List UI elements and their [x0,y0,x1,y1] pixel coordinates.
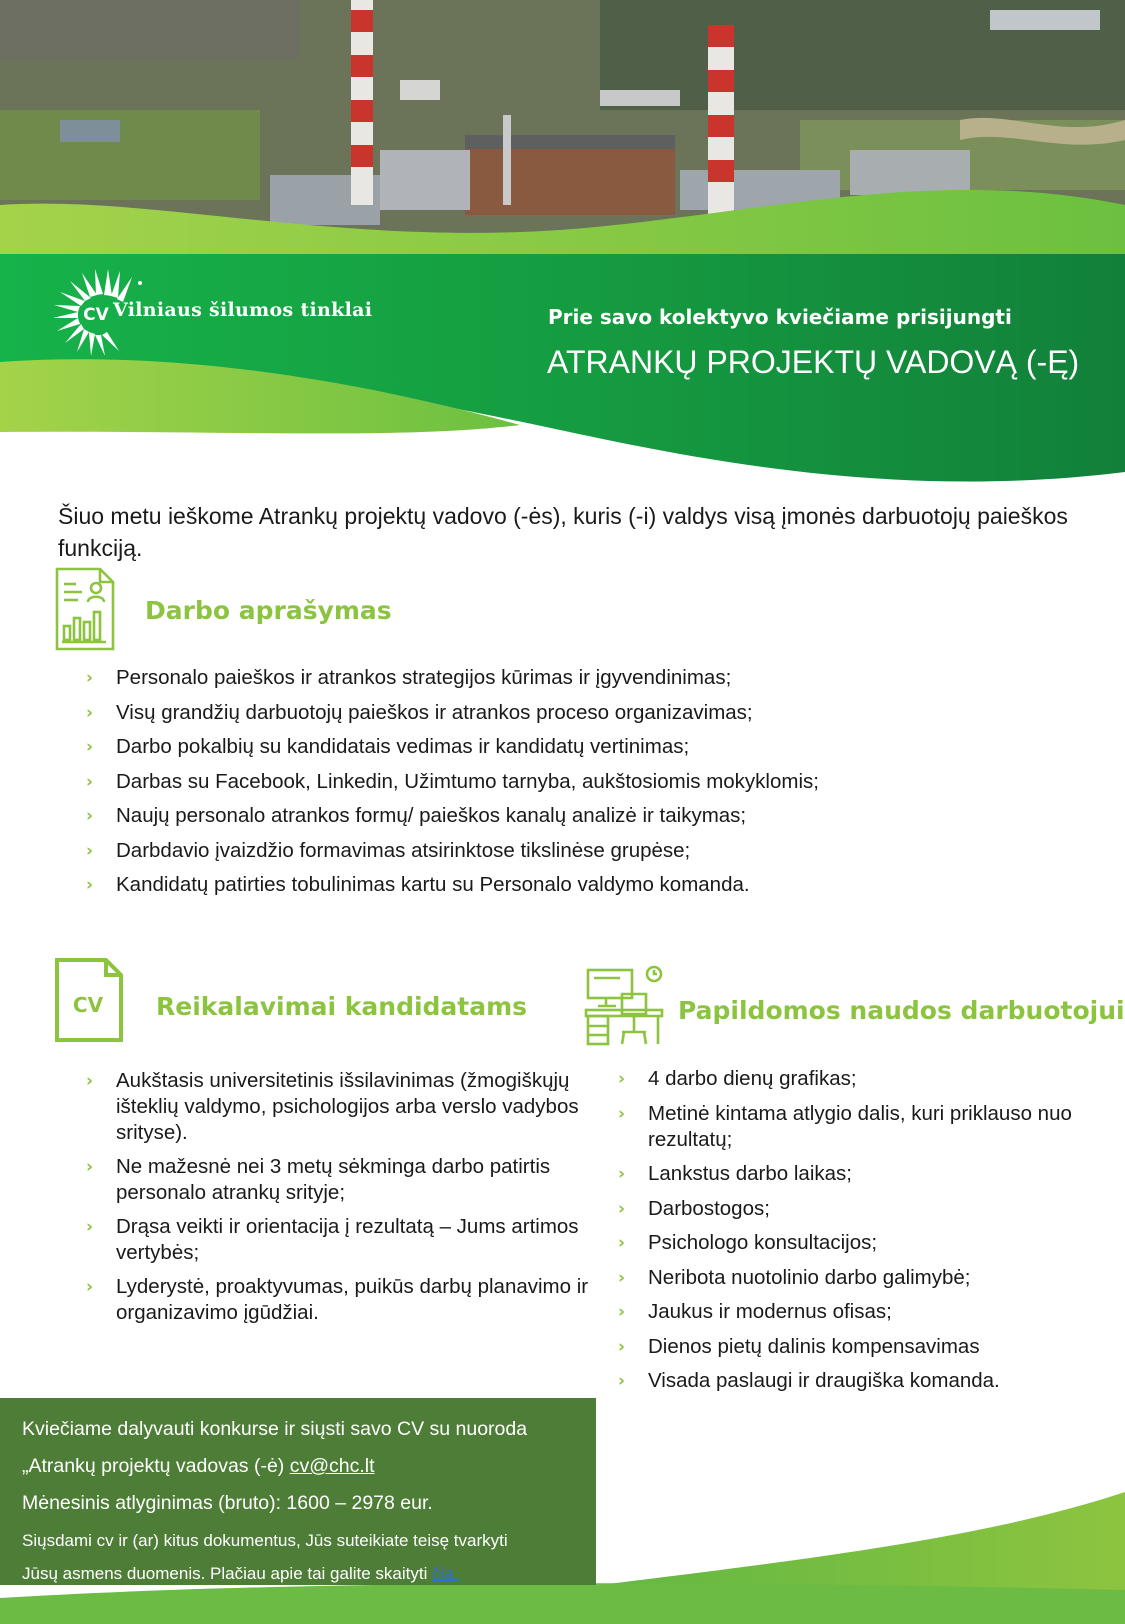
chevron-right-icon: › [618,1069,626,1089]
chevron-right-icon: › [618,1198,626,1219]
list-item: › Lyderystė, proaktyvumas, puikūs darbų planavimo ir organizavimo įgūdžiai. [86,1275,589,1324]
benefits-list [590,1066,1110,1403]
chevron-right-icon: › [618,1371,626,1391]
list-item: › Visada paslaugi ir draugiška komanda. [618,1369,1000,1392]
logo-cv-letters: CV [83,305,109,325]
chevron-right-icon: › [86,1277,94,1297]
chevron-right-icon: › [618,1164,626,1184]
list-item: › Lankstus darbo laikas; [618,1162,852,1185]
workplace-desk-icon [584,964,666,1046]
salary-line: Mėnesinis atlyginimas (bruto): 1600 – 2978 eur. [22,1492,433,1514]
chevron-right-icon: › [618,1336,626,1357]
chevron-right-icon: › [618,1302,626,1322]
list-item: › Aukštasis universitetinis išsilavinimas (žmogiškųjų išteklių valdymo, psichologijos arba verslo vadybos srityse). [86,1069,579,1144]
privacy-line-2: Jūsų asmens duomenis. Plačiau apie tai galite skaityti čia. [22,1564,459,1583]
list-item: › Kandidatų patirties tobulinimas kartu su Personalo valdymo komanda. [86,873,750,896]
description-list [58,665,1078,907]
email-link[interactable]: cv@chc.lt [289,1455,375,1477]
brand-name: Vilniaus šilumos tinklai [113,299,373,321]
privacy-line-1: Siųsdami cv ir (ar) kitus dokumentus, Jūs suteikiate teisę tvarkyti [22,1531,508,1550]
chevron-right-icon: › [86,702,94,723]
list-item: › Naujų personalo atrankos formų/ paieškos kanalų analizė ir taikymas; [86,804,747,827]
chevron-right-icon: › [86,771,94,792]
application-info-box [0,1398,596,1585]
green-wave-banner [0,0,1125,500]
chevron-right-icon: › [618,1233,626,1253]
chevron-right-icon: › [86,1157,94,1177]
privacy-link[interactable]: čia. [432,1564,459,1583]
chevron-right-icon: › [86,668,94,688]
list-item: › Ne mažesnė nei 3 metų sėkminga darbo patirtis personalo atrankų srityje; [86,1155,551,1204]
cta-line-2: „Atrankų projektų vadovas (-ė) cv@chc.lt [22,1455,375,1477]
list-item: › Jaukus ir modernus ofisas; [618,1300,892,1323]
section-title-requirements: Reikalavimai kandidatams [156,992,528,1021]
section-title-benefits: Papildomos naudos darbuotojui [678,996,1125,1025]
list-item: › 4 darbo dienų grafikas; [618,1067,857,1090]
list-item: › Darbostogos; [618,1196,770,1220]
requirements-list [58,1068,608,1334]
chevron-right-icon: › [86,737,94,757]
section-title-description: Darbo aprašymas [145,596,392,625]
chevron-right-icon: › [86,1217,94,1237]
chevron-right-icon: › [86,875,94,895]
cv-document-icon [54,957,124,1043]
invite-line: Prie savo kolektyvo kviečiame prisijungti [548,305,1012,329]
chevron-right-icon: › [86,840,94,861]
chevron-right-icon: › [618,1267,626,1288]
document-chart-icon [54,566,116,652]
chevron-right-icon: › [86,806,94,826]
intro-text: Šiuo metu ieškome Atrankų projektų vadovo (-ės), kuris (-i) valdys visą įmonės darbuotojų paieškos funkciją. [58,503,1068,561]
list-item: › Neribota nuotolinio darbo galimybė; [618,1265,971,1289]
chevron-right-icon: › [86,1071,94,1091]
list-item: › Darbo pokalbių su kandidatais vedimas ir kandidatų vertinimas; [86,735,690,758]
list-item: › Drąsa veikti ir orientacija į rezultatą – Jums artimos vertybės; [86,1215,579,1264]
list-item: › Dienos pietų dalinis kompensavimas [618,1334,980,1358]
list-item: › Psichologo konsultacijos; [618,1231,878,1254]
list-item: › Visų grandžių darbuotojų paieškos ir atrankos proceso organizavimas; [86,700,753,724]
list-item: › Darbdavio įvaizdžio formavimas atsirinktose tikslinėse grupėse; [86,838,691,862]
position-title: ATRANKŲ PROJEKTŲ VADOVĄ (-Ę) [547,344,1080,380]
chevron-right-icon: › [618,1103,626,1124]
list-item: › Darbas su Facebook, Linkedin, Užimtumo tarnyba, aukštosiomis mokyklomis; [86,769,819,793]
list-item: › Personalo paieškos ir atrankos strategijos kūrimas ir įgyvendinimas; [86,666,732,689]
cv-icon-label: CV [72,993,104,1017]
list-item: › Metinė kintama atlygio dalis, kuri priklauso nuo rezultatų; [618,1101,1072,1151]
cta-line-1: Kviečiame dalyvauti konkurse ir siųsti savo CV su nuoroda [22,1418,528,1440]
